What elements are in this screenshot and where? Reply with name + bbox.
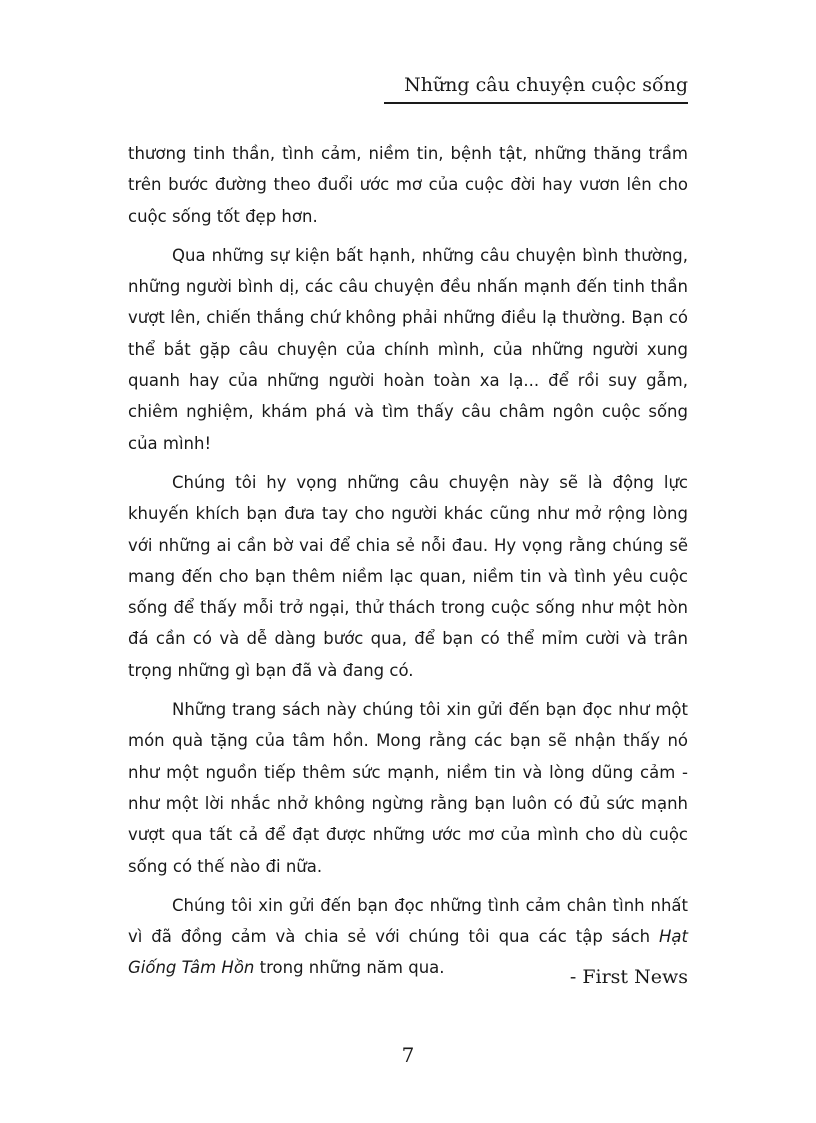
paragraph-3: Chúng tôi hy vọng những câu chuyện này sẽ là động lực khuyến khích bạn đưa tay cho người khác cũng như mở rộng lòng với những ai cần bờ vai để chia sẻ nỗi đau. Hy vọng rằng chúng sẽ mang đến cho bạn thêm niềm lạc quan, niềm tin và tình yêu cuộc sống để thấy mỗi trở ngại, thử thách trong cuộc sống như một hòn đá cần có và dễ dàng bước qua, để bạn có thể mỉm cười và trân trọng những gì bạn đã và đang có.	[128, 472, 688, 680]
body-text	[128, 138, 688, 992]
book-title: Hạt Giống Tâm Hồn	[128, 927, 688, 978]
page-number: 7	[401, 1043, 415, 1067]
closing-text-end: trong những năm qua.	[254, 958, 445, 978]
closing-text-start: Chúng tôi xin gửi đến bạn đọc những tình cảm chân tình nhất vì đã đồng cảm và chia sẻ với chúng tôi qua các tập sách	[128, 895, 688, 947]
signature: - First News	[569, 966, 688, 988]
running-header	[384, 66, 688, 104]
paragraph-4: Những trang sách này chúng tôi xin gửi đến bạn đọc như một món quà tặng của tâm hồn. Mong rằng các bạn sẽ nhận thấy nó như một nguồn tiếp thêm sức mạnh, niềm tin và lòng dũng cảm - như một lời nhắc nhở không ngừng rằng bạn luôn có đủ sức mạnh vượt qua tất cả để đạt được những ước mơ của mình cho dù cuộc sống có thế nào đi nữa.	[128, 700, 688, 876]
paragraph-1: thương tinh thần, tình cảm, niềm tin, bệnh tật, những thăng trầm trên bước đường theo đuổi ước mơ của cuộc đời hay vươn lên cho cuộc sống tốt đẹp hơn.	[128, 144, 688, 226]
paragraph-2: Qua những sự kiện bất hạnh, những câu chuyện bình thường, những người bình dị, các câu chuyện đều nhấn mạnh đến tinh thần vượt lên, chiến thắng chứ không phải những điều lạ thường. Bạn có thể bắt gặp câu chuyện của chính mình, của những người xung quanh hay của những người hoàn toàn xa lạ... để rồi suy gẫm, chiêm nghiệm, khám phá và tìm thấy câu châm ngôn cuộc sống của mình!	[128, 245, 688, 453]
running-header-title: Những câu chuyện cuộc sống	[404, 74, 688, 96]
